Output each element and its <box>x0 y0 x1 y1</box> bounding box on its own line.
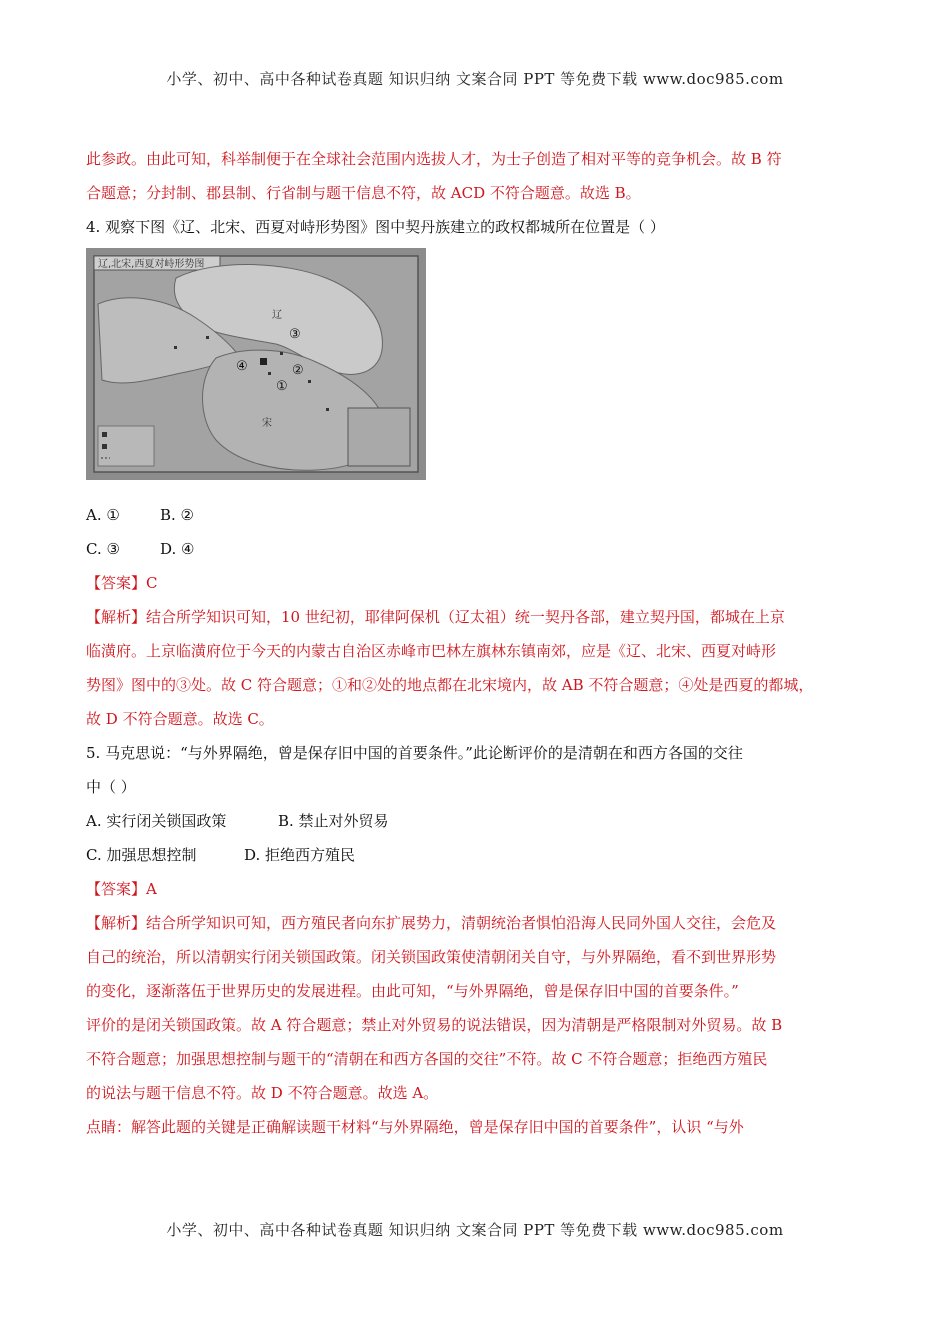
q5-analysis-line: 不符合题意；加强思想控制与题干的“清朝在和西方各国的交往”不符。故 C 不符合题意；拒绝西方殖民 <box>86 1050 768 1068</box>
q4-options-row <box>86 498 876 532</box>
map-label-song: 宋 <box>262 418 272 429</box>
q5-option-d[interactable]: D. 拒绝西方殖民 <box>244 846 356 864</box>
document-body <box>86 142 876 1144</box>
page-header: 小学、初中、高中各种试卷真题 知识归纳 文案合同 PPT 等免费下载 www.doc985.com <box>166 70 784 88</box>
q5-option-b[interactable]: B. 禁止对外贸易 <box>278 812 389 830</box>
map-title: 辽,北宋,西夏对峙形势图 <box>98 259 205 270</box>
q5-tip: 点睛：解答此题的关键是正确解读题干材料“与外界隔绝，曾是保存旧中国的首要条件”，认识 “与外 <box>86 1118 744 1136</box>
q5-options-row <box>86 804 876 838</box>
map-label-liao: 辽 <box>272 310 282 321</box>
page-footer: 小学、初中、高中各种试卷真题 知识归纳 文案合同 PPT 等免费下载 www.doc985.com <box>166 1221 784 1239</box>
q5-options-row <box>86 838 876 872</box>
map-figure <box>86 248 426 480</box>
q5-stem: 5. 马克思说：“与外界隔绝，曾是保存旧中国的首要条件。”此论断评价的是清朝在和西方各国的交往 <box>86 744 743 762</box>
q3-analysis-line: 此参政。由此可知，科举制便于在全球社会范围内选拔人才，为士子创造了相对平等的竞争机会。故 B 符 <box>86 150 782 168</box>
map-marker-4: ④ <box>236 359 248 374</box>
q4-options-row <box>86 532 876 566</box>
q5-analysis-line: 的说法与题干信息不符。故 D 不符合题意。故选 A。 <box>86 1084 439 1102</box>
q3-analysis-line: 合题意；分封制、郡县制、行省制与题干信息不符，故 ACD 不符合题意。故选 B。 <box>86 184 641 202</box>
map-marker-3: ③ <box>289 327 301 342</box>
map-marker-2: ② <box>292 363 304 378</box>
q4-analysis-line: 故 D 不符合题意。故选 C。 <box>86 710 274 728</box>
q5-analysis-line: 【解析】结合所学知识可知，西方殖民者向东扩展势力，清朝统治者惧怕沿海人民同外国人交往，会危及 <box>86 914 777 932</box>
q4-option-a[interactable]: A. ① <box>86 506 120 524</box>
q5-analysis-line: 评价的是闭关锁国政策。故 A 符合题意；禁止对外贸易的说法错误，因为清朝是严格限制对外贸易。故 B <box>86 1016 783 1034</box>
q5-answer: 【答案】A <box>86 880 157 898</box>
q5-stem: 中（ ） <box>86 778 136 796</box>
map-marker-1: ① <box>276 379 288 394</box>
q5-option-a[interactable]: A. 实行闭关锁国政策 <box>86 812 227 830</box>
q4-analysis-line: 势图》图中的③处。故 C 符合题意；①和②处的地点都在北宋境内，故 AB 不符合题意；④处是西夏的都城， <box>86 676 814 694</box>
q4-option-b[interactable]: B. ② <box>160 506 195 524</box>
q4-stem: 4. 观察下图《辽、北宋、西夏对峙形势图》图中契丹族建立的政权都城所在位置是（ ） <box>86 218 665 236</box>
q5-option-c[interactable]: C. 加强思想控制 <box>86 846 197 864</box>
q5-analysis-line: 的变化，逐渐落伍于世界历史的发展进程。由此可知，“与外界隔绝，曾是保存旧中国的首要条件。” <box>86 982 739 1000</box>
q5-analysis-line: 自己的统治，所以清朝实行闭关锁国政策。闭关锁国政策使清朝闭关自守，与外界隔绝，看不到世界形势 <box>86 948 777 966</box>
q4-option-d[interactable]: D. ④ <box>160 540 195 558</box>
q4-answer: 【答案】C <box>86 574 158 592</box>
q4-analysis-line: 【解析】结合所学知识可知，10 世纪初，耶律阿保机（辽太祖）统一契丹各部，建立契丹国，都城在上京 <box>86 608 785 626</box>
q4-option-c[interactable]: C. ③ <box>86 540 120 558</box>
q4-analysis-line: 临潢府。上京临潢府位于今天的内蒙古自治区赤峰市巴林左旗林东镇南郊，应是《辽、北宋、西夏对峙形 <box>86 642 777 660</box>
